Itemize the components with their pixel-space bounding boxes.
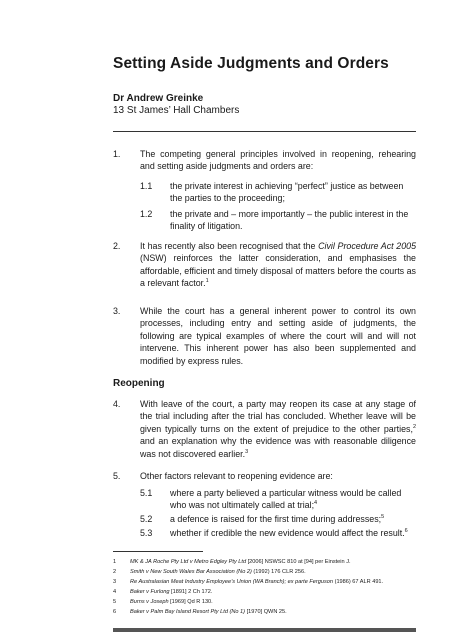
subitem-1-2: [140, 208, 416, 233]
case-name: Burns v Joseph: [130, 599, 169, 605]
footnote-ref[interactable]: 4: [314, 500, 318, 507]
footnote-4: [113, 588, 443, 597]
footnote-number: 3: [113, 579, 117, 585]
header-divider: [113, 131, 416, 132]
footnote-text: [130, 558, 443, 567]
subitem-text-content: a defence is raised for the first time during addresses;: [170, 514, 382, 524]
subitem-number: 1.2: [140, 209, 153, 219]
subitem-number: 1.1: [140, 181, 153, 191]
act-citation: Civil Procedure Act 2005: [318, 241, 417, 251]
paragraph-text-tail: and an explanation why the evidence was with reasonable diligence was not discovered earlier.: [140, 436, 416, 459]
citation: [1891] 2 Ch 172.: [169, 589, 213, 595]
subitem-text: the private and – more importantly – the public interest in the finality of litigation.: [170, 209, 409, 232]
paragraph-number: 2.: [113, 241, 121, 251]
document-title: Setting Aside Judgments and Orders: [113, 55, 389, 72]
subitem-1-1: [140, 180, 416, 205]
footnote-3: [113, 578, 443, 587]
paragraph-text-tail: (NSW) reinforces the latter consideration, and emphasises the affordable, efficient and timely disposal of matters before the courts as a relevant factor.: [140, 253, 416, 289]
footnote-1: [113, 558, 443, 567]
footnote-number: 2: [113, 569, 117, 575]
section-heading-reopening: Reopening: [113, 378, 165, 389]
footnote-ref[interactable]: 5: [381, 514, 385, 521]
author-affiliation: 13 St James’ Hall Chambers: [113, 105, 240, 116]
page-bottom-bar: [113, 628, 416, 632]
paragraph-5: [113, 470, 416, 482]
subitem-text: [170, 513, 416, 525]
citation: (1992) 176 CLR 256.: [251, 569, 306, 575]
subitem-number: 5.3: [140, 528, 153, 538]
citation: [2006] NSWSC 810 at [94] per Einstein J.: [246, 559, 351, 565]
paragraph-2: [113, 240, 416, 290]
footnote-6: [113, 608, 443, 617]
case-name: Baker v Palm Bay Island Resort Pty Ltd (No 1): [130, 609, 246, 615]
footnote-text: [130, 578, 443, 587]
paragraph-number: 4.: [113, 399, 121, 409]
paragraph-number: 1.: [113, 149, 121, 159]
paragraph-text: [140, 240, 416, 290]
subitem-number: 5.2: [140, 514, 153, 524]
subitem-text: [170, 487, 416, 512]
subitem-text: the private interest in achieving “perfect” justice as between the parties to the proceeding;: [170, 181, 404, 204]
subitem-text-content: whether if credible the new evidence would affect the result.: [170, 528, 405, 538]
footnote-ref[interactable]: 2: [412, 423, 416, 430]
citation: [1969] Qd R 130.: [168, 599, 213, 605]
paragraph-3: [113, 305, 416, 367]
case-name: MK & JA Roche Pty Ltd v Metro Edgley Pty Ltd: [130, 559, 247, 565]
citation: (1986) 67 ALR 491.: [333, 579, 384, 585]
footnote-5: [113, 598, 443, 607]
case-name: Re Australasian Meat Industry Employee’s Union (WA Branch); ex parte Ferguson: [130, 579, 334, 585]
paragraph-number: 3.: [113, 306, 121, 316]
footnote-number: 4: [113, 589, 117, 595]
subitem-text-content: where a party believed a particular witness would be called who was not ultimately called at trial;: [170, 488, 402, 511]
paragraph-text: Other factors relevant to reopening evidence are:: [140, 471, 333, 481]
subitem-5-1: [140, 487, 416, 512]
footnote-divider: [113, 551, 203, 552]
citation: [1970] QWN 25.: [245, 609, 287, 615]
subitem-5-3: [140, 527, 416, 539]
footnote-ref[interactable]: 1: [205, 278, 209, 285]
footnote-number: 6: [113, 609, 117, 615]
case-name: Baker v Furlong: [130, 589, 170, 595]
paragraph-text-lead: With leave of the court, a party may reopen its case at any stage of the trial including after the trial has concluded. Whether leave will be given typically turns on the extent of prejudice to the other parties,: [140, 399, 416, 434]
footnote-number: 1: [113, 559, 117, 565]
subitem-number: 5.1: [140, 488, 153, 498]
subitem-text: [170, 527, 416, 539]
footnote-text: [130, 608, 443, 617]
footnote-number: 5: [113, 599, 117, 605]
footnote-text: [130, 588, 443, 597]
footnote-2: [113, 568, 443, 577]
footnote-text: [130, 598, 443, 607]
footnote-ref[interactable]: 6: [404, 528, 408, 535]
paragraph-text-lead: It has recently also been recognised that the: [140, 241, 319, 251]
paragraph-text: The competing general principles involved in reopening, rehearing and setting aside judgments and orders are:: [140, 149, 416, 172]
case-name: Smith v New South Wales Bar Association (No 2): [130, 569, 252, 575]
paragraph-text: While the court has a general inherent power to control its own processes, including entry and setting aside of judgments, the following are typical examples of where the court will and will not intervene. This inherent power has also been supplemented and modified by express rules.: [140, 306, 416, 366]
subitem-5-2: [140, 513, 416, 525]
footnote-text: [130, 568, 443, 577]
author-name: Dr Andrew Greinke: [113, 93, 204, 104]
footnote-ref[interactable]: 3: [245, 448, 249, 455]
paragraph-1: [113, 148, 416, 173]
paragraph-text: [140, 398, 416, 460]
paragraph-4: [113, 398, 416, 460]
paragraph-number: 5.: [113, 471, 121, 481]
